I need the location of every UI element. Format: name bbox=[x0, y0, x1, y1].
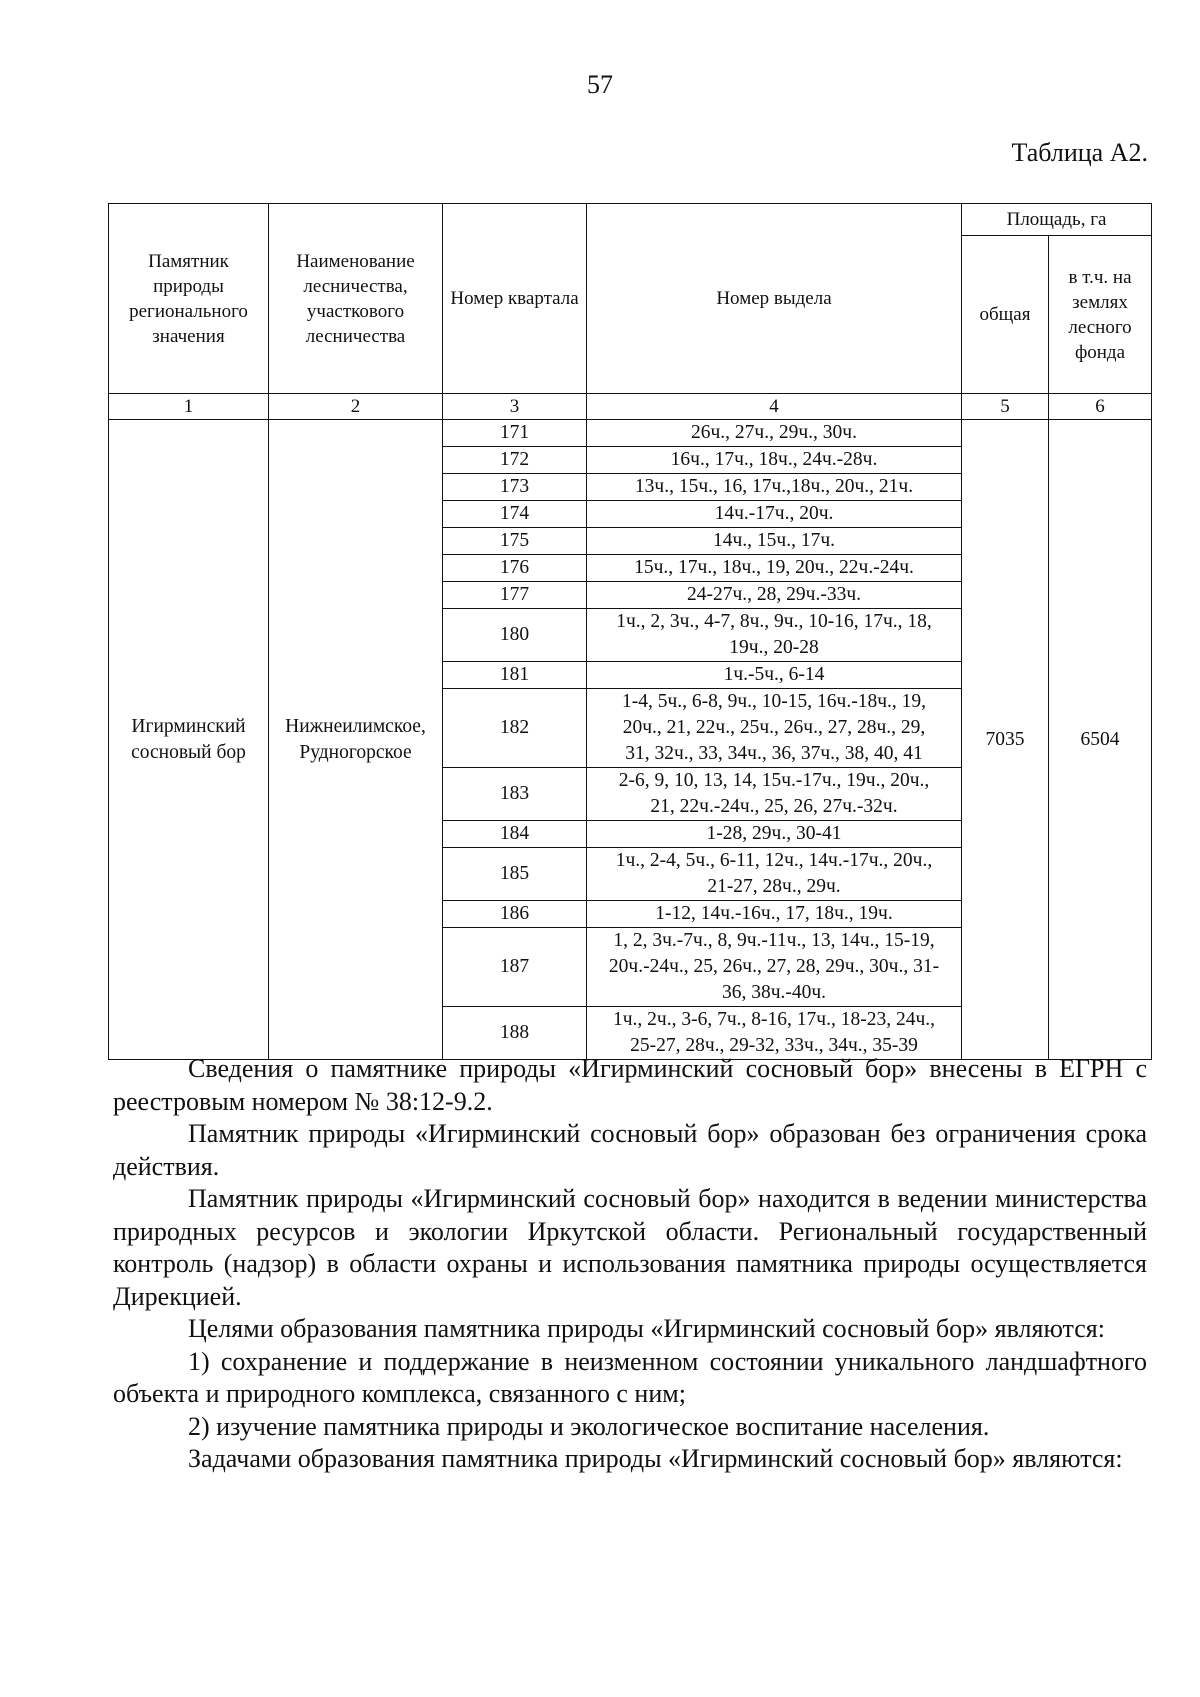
quarter-cell: 181 bbox=[443, 662, 587, 689]
column-number: 5 bbox=[962, 394, 1049, 420]
plots-line: 1ч., 2, 3ч., 4-7, 8ч., 9ч., 10-16, 17ч., 18, bbox=[616, 611, 932, 632]
header-plot-number: Номер выдела bbox=[587, 204, 962, 394]
body-paragraph: 2) изучение памятника природы и экологическое воспитание населения. bbox=[188, 1411, 990, 1441]
quarter-cell: 182 bbox=[443, 689, 587, 768]
plots-line: 26ч., 27ч., 29ч., 30ч. bbox=[691, 422, 857, 443]
column-number: 2 bbox=[269, 394, 443, 420]
plots-cell bbox=[587, 420, 962, 447]
plots-line: 1, 2, 3ч.-7ч., 8, 9ч.-11ч., 13, 14ч., 15-19, bbox=[613, 930, 935, 951]
plots-line: 1-4, 5ч., 6-8, 9ч., 10-15, 16ч.-18ч., 19, bbox=[621, 691, 927, 712]
header-quarter: Номер квартала bbox=[443, 204, 587, 394]
total-area-cell: 7035 bbox=[962, 420, 1049, 1060]
monument-name-cell: Игирминский сосновый бор bbox=[109, 420, 269, 1060]
plots-cell bbox=[587, 689, 962, 768]
plots-cell bbox=[587, 928, 962, 1007]
quarter-cell: 185 bbox=[443, 848, 587, 901]
body-paragraph: 1) сохранение и поддержание в неизменном состоянии уникального ландшафтного объекта и природного комплекса, связанного с ним; bbox=[113, 1346, 1147, 1408]
plots-line: 14ч.-17ч., 20ч. bbox=[714, 503, 834, 524]
plots-cell bbox=[587, 447, 962, 474]
header-area: Площадь, га bbox=[962, 204, 1152, 236]
quarter-cell: 174 bbox=[443, 501, 587, 528]
table-body bbox=[109, 420, 1152, 1060]
plots-cell bbox=[587, 501, 962, 528]
header-monument: Памятник природы регионального значения bbox=[109, 204, 269, 394]
plots-line: 1-12, 14ч.-16ч., 17, 18ч., 19ч. bbox=[655, 903, 893, 924]
quarter-cell: 177 bbox=[443, 582, 587, 609]
body-text bbox=[113, 1053, 1147, 1476]
column-number: 6 bbox=[1049, 394, 1152, 420]
column-number: 1 bbox=[109, 394, 269, 420]
plots-cell bbox=[587, 609, 962, 662]
body-paragraph: Целями образования памятника природы «Игирминский сосновый бор» являются: bbox=[188, 1314, 1105, 1343]
quarter-cell: 184 bbox=[443, 821, 587, 848]
plots-line: 19ч., 20-28 bbox=[729, 637, 819, 658]
table-row bbox=[109, 420, 1152, 447]
header-forestry: Наименование лесничества, участкового лесничества bbox=[269, 204, 443, 394]
quarter-cell: 187 bbox=[443, 928, 587, 1007]
plots-line: 31, 32ч., 33, 34ч., 36, 37ч., 38, 40, 41 bbox=[625, 743, 923, 764]
plots-line: 25-27, 28ч., 29-32, 33ч., 34ч., 35-39 bbox=[630, 1035, 918, 1056]
quarter-cell: 173 bbox=[443, 474, 587, 501]
quarter-cell: 188 bbox=[443, 1007, 587, 1060]
plots-line: 13ч., 15ч., 16, 17ч.,18ч., 20ч., 21ч. bbox=[634, 476, 914, 497]
plots-line: 20ч.-24ч., 25, 26ч., 27, 28, 29ч., 30ч., 31- bbox=[608, 956, 940, 977]
body-paragraph: Памятник природы «Игирминский сосновый бор» находится в ведении министерства природных ресурсов и экологии Иркутской области. Региональный государственный контроль (надзор) в области охраны и использования памятника природы осуществляется Дирекцией. bbox=[113, 1184, 1147, 1311]
page-number: 57 bbox=[587, 70, 613, 99]
plots-cell bbox=[587, 768, 962, 821]
plots-line: 36, 38ч.-40ч. bbox=[721, 982, 827, 1003]
column-number: 3 bbox=[443, 394, 587, 420]
forestry-name-cell: Нижнеилимское, Рудногорское bbox=[269, 420, 443, 1060]
plots-cell bbox=[587, 474, 962, 501]
plots-cell bbox=[587, 848, 962, 901]
plots-cell bbox=[587, 1007, 962, 1060]
plots-line: 1-28, 29ч., 30-41 bbox=[706, 823, 842, 844]
plots-cell bbox=[587, 528, 962, 555]
quarter-cell: 175 bbox=[443, 528, 587, 555]
forest-fund-area-cell: 6504 bbox=[1049, 420, 1152, 1060]
header-area-forest-fund: в т.ч. на землях лесного фонда bbox=[1049, 236, 1152, 394]
plots-line: 1ч., 2-4, 5ч., 6-11, 12ч., 14ч.-17ч., 20ч., bbox=[615, 850, 933, 871]
plots-cell bbox=[587, 821, 962, 848]
body-paragraph: Сведения о памятнике природы «Игирминский сосновый бор» внесены в ЕГРН с реестровым номером № 38:12-9.2. bbox=[113, 1054, 1147, 1116]
header-area-total: общая bbox=[962, 236, 1049, 394]
column-number: 4 bbox=[587, 394, 962, 420]
plots-line: 1ч.-5ч., 6-14 bbox=[723, 664, 825, 685]
plots-line: 21, 22ч.-24ч., 25, 26, 27ч.-32ч. bbox=[650, 796, 898, 817]
protected-area-table bbox=[108, 203, 1152, 1060]
plots-cell bbox=[587, 662, 962, 689]
plots-line: 2-6, 9, 10, 13, 14, 15ч.-17ч., 19ч., 20ч., bbox=[618, 770, 930, 791]
plots-line: 1ч., 2ч., 3-6, 7ч., 8-16, 17ч., 18-23, 24ч., bbox=[612, 1009, 936, 1030]
plots-cell bbox=[587, 901, 962, 928]
quarter-cell: 180 bbox=[443, 609, 587, 662]
plots-line: 24-27ч., 28, 29ч.-33ч. bbox=[686, 584, 862, 605]
plots-cell bbox=[587, 582, 962, 609]
quarter-cell: 172 bbox=[443, 447, 587, 474]
quarter-cell: 176 bbox=[443, 555, 587, 582]
plots-line: 20ч., 21, 22ч., 25ч., 26ч., 27, 28ч., 29, bbox=[622, 717, 926, 738]
table-caption: Таблица А2. bbox=[1011, 138, 1148, 167]
quarter-cell: 183 bbox=[443, 768, 587, 821]
plots-line: 14ч., 15ч., 17ч. bbox=[712, 530, 836, 551]
plots-line: 15ч., 17ч., 18ч., 19, 20ч., 22ч.-24ч. bbox=[634, 557, 914, 578]
body-paragraph: Задачами образования памятника природы «Игирминский сосновый бор» являются: bbox=[188, 1444, 1123, 1473]
plots-line: 21-27, 28ч., 29ч. bbox=[707, 876, 841, 897]
plots-line: 16ч., 17ч., 18ч., 24ч.-28ч. bbox=[670, 449, 878, 470]
plots-cell bbox=[587, 555, 962, 582]
quarter-cell: 186 bbox=[443, 901, 587, 928]
body-paragraph: Памятник природы «Игирминский сосновый бор» образован без ограничения срока действия. bbox=[113, 1119, 1147, 1181]
quarter-cell: 171 bbox=[443, 420, 587, 447]
